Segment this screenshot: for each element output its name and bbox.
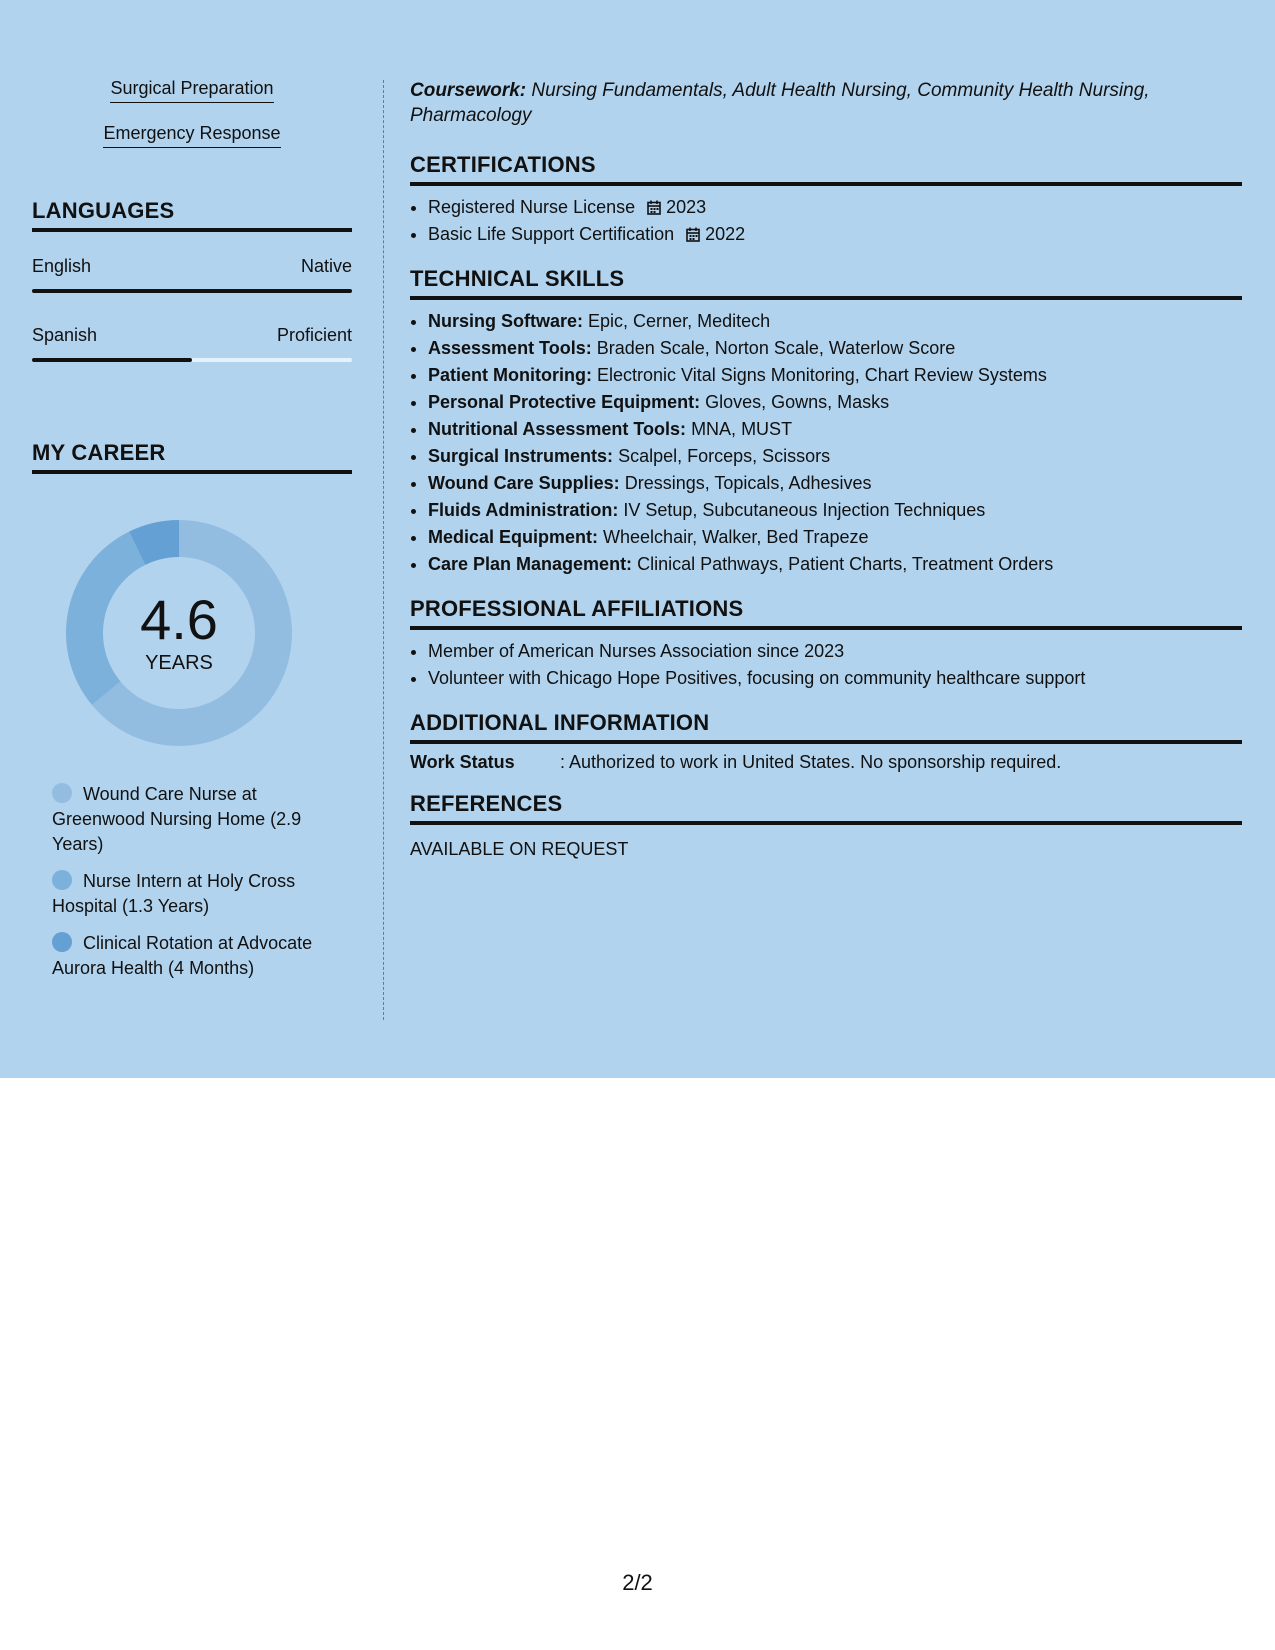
legend-label: Nurse Intern at Holy Cross Hospital (1.3 Years)	[52, 871, 296, 916]
right-column	[410, 78, 1242, 860]
career-total-value: 4.6	[140, 588, 218, 651]
technical-skill-item	[428, 335, 1242, 362]
language-proficiency-fill	[32, 289, 352, 293]
technical-skill-item	[428, 497, 1242, 524]
skill-value: Clinical Pathways, Patient Charts, Treatment Orders	[637, 554, 1054, 574]
references-text: AVAILABLE ON REQUEST	[410, 839, 629, 859]
coursework-text: Nursing Fundamentals, Adult Health Nursing, Community Health Nursing, Pharmacology	[410, 80, 1150, 126]
career-legend	[52, 782, 332, 981]
legend-dot	[52, 783, 72, 803]
technical-skill-item	[428, 470, 1242, 497]
skill-value: Dressings, Topicals, Adhesives	[624, 473, 872, 493]
legend-label: Wound Care Nurse at Greenwood Nursing Home (2.9 Years)	[52, 784, 302, 854]
coursework	[410, 78, 1242, 128]
languages-heading: LANGUAGES	[32, 198, 352, 232]
additional-info-heading: ADDITIONAL INFORMATION	[410, 710, 1242, 744]
certification-name: Basic Life Support Certification	[428, 224, 675, 244]
work-status-value: : Authorized to work in United States. No sponsorship required.	[560, 752, 1062, 772]
technical-skill-item	[428, 308, 1242, 335]
career-legend-item	[52, 782, 332, 857]
skill-value: Electronic Vital Signs Monitoring, Chart Review Systems	[597, 365, 1047, 385]
technical-skill-item	[428, 443, 1242, 470]
career-legend-item	[52, 869, 332, 919]
technical-skill-item	[428, 362, 1242, 389]
skill-link-emergency-response[interactable]: Emergency Response	[103, 123, 280, 148]
skill-value: Wheelchair, Walker, Bed Trapeze	[603, 527, 869, 547]
certification-item	[428, 194, 1242, 221]
language-spanish	[32, 325, 352, 362]
technical-skill-item	[428, 416, 1242, 443]
skill-value: MNA, MUST	[691, 419, 793, 439]
language-name: Spanish	[32, 325, 98, 345]
skill-label: Surgical Instruments:	[428, 446, 614, 466]
technical-skills-heading: TECHNICAL SKILLS	[410, 266, 1242, 300]
career-legend-item	[52, 931, 332, 981]
skill-label: Care Plan Management:	[428, 554, 633, 574]
skill-links	[32, 78, 352, 168]
affiliations-heading: PROFESSIONAL AFFILIATIONS	[410, 596, 1242, 630]
legend-label: Clinical Rotation at Advocate Aurora Health (4 Months)	[52, 933, 313, 978]
skill-label: Personal Protective Equipment:	[428, 392, 701, 412]
calendar-icon	[647, 200, 661, 215]
language-english	[32, 256, 352, 293]
certifications-list	[410, 194, 1242, 248]
career-donut-chart	[64, 518, 294, 748]
skill-value: Gloves, Gowns, Masks	[705, 392, 890, 412]
technical-skill-item	[428, 551, 1242, 578]
technical-skill-item	[428, 524, 1242, 551]
legend-dot	[52, 932, 72, 952]
language-proficiency-fill	[32, 358, 192, 362]
page-number: 2/2	[622, 1570, 653, 1595]
work-status-row	[410, 752, 1242, 773]
skill-value: Epic, Cerner, Meditech	[588, 311, 771, 331]
skill-label: Nursing Software:	[428, 311, 584, 331]
skill-label: Nutritional Assessment Tools:	[428, 419, 687, 439]
career-heading: MY CAREER	[32, 440, 352, 474]
skill-value: Scalpel, Forceps, Scissors	[618, 446, 831, 466]
affiliations-list	[410, 638, 1242, 692]
skill-label: Wound Care Supplies:	[428, 473, 620, 493]
language-level: Proficient	[276, 325, 352, 345]
skill-label: Fluids Administration:	[428, 500, 619, 520]
skill-link-surgical-preparation[interactable]: Surgical Preparation	[110, 78, 273, 103]
language-proficiency-bar	[32, 358, 352, 362]
column-divider	[383, 80, 384, 1020]
calendar-icon	[686, 227, 700, 242]
language-proficiency-bar	[32, 289, 352, 293]
references-heading: REFERENCES	[410, 791, 1242, 825]
career-donut-center	[64, 590, 294, 675]
skill-value: IV Setup, Subcutaneous Injection Techniques	[623, 500, 986, 520]
certification-year: 2022	[705, 224, 746, 244]
career-total-unit: YEARS	[145, 652, 213, 674]
affiliation-item: • Member of American Nurses Association since 2023	[428, 638, 1242, 665]
language-level: Native	[300, 256, 352, 276]
certification-item	[428, 221, 1242, 248]
coursework-label: Coursework:	[410, 80, 527, 101]
certification-year: 2023	[666, 197, 707, 217]
affiliation-item: • Volunteer with Chicago Hope Positives, focusing on community healthcare support	[428, 665, 1242, 692]
skill-label: Assessment Tools:	[428, 338, 592, 358]
left-column	[32, 78, 352, 993]
technical-skill-item	[428, 389, 1242, 416]
skill-value: Braden Scale, Norton Scale, Waterlow Score	[596, 338, 956, 358]
language-name: English	[32, 256, 92, 276]
technical-skills-list	[410, 308, 1242, 578]
skill-label: Patient Monitoring:	[428, 365, 592, 385]
certification-name: Registered Nurse License	[428, 197, 636, 217]
legend-dot	[52, 870, 72, 890]
skill-label: Medical Equipment:	[428, 527, 599, 547]
work-status-label: Work Status	[410, 752, 515, 772]
certifications-heading: CERTIFICATIONS	[410, 152, 1242, 186]
